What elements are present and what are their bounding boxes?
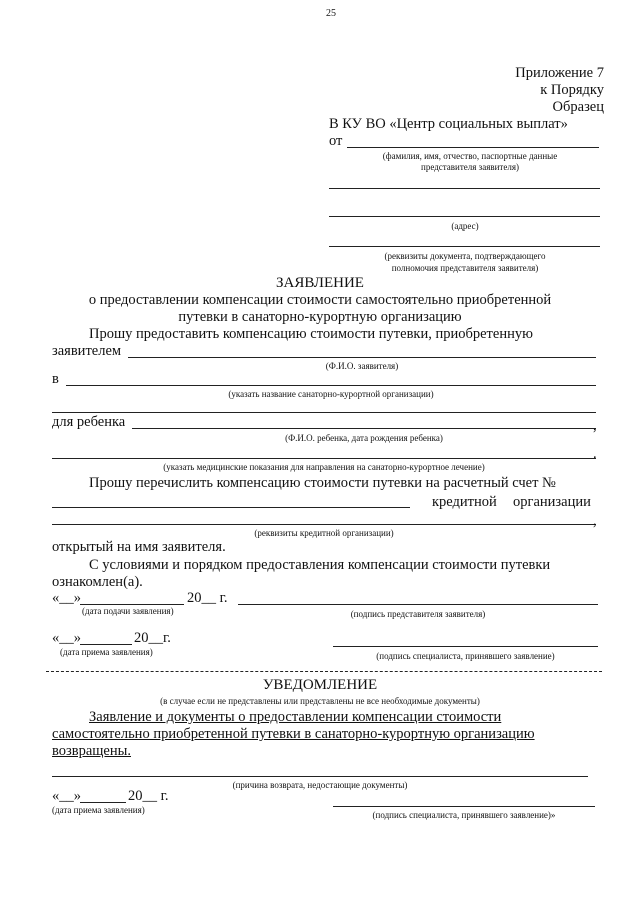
accept-date-day[interactable]: «__»: [52, 630, 81, 646]
acquainted-text: ознакомлен(а).: [52, 574, 143, 590]
page-number: 25: [326, 8, 336, 19]
notice-hint: (в случае если не представлены или представлены не все необходимые документы): [160, 696, 480, 706]
credentials-field-line[interactable]: [329, 246, 600, 247]
child-label: для ребенка: [52, 414, 126, 430]
org-field-line[interactable]: [66, 385, 596, 386]
statement-subtitle-1: о предоставлении компенсации стоимости самостоятельно приобретенной: [88, 292, 552, 308]
submit-year: 20__ г.: [187, 590, 228, 606]
applicant-label: заявителем: [52, 343, 122, 359]
child-hint: (Ф.И.О. ребенка, дата рождения ребенка): [285, 433, 443, 443]
cut-line-divider: [46, 671, 602, 672]
credentials-hint-1: (реквизиты документа, подтверждающего: [384, 251, 546, 261]
child-field-line[interactable]: [132, 428, 596, 429]
credit-word: кредитной: [432, 494, 497, 510]
medical-period: .: [593, 446, 597, 462]
accept-year: 20__г.: [134, 630, 171, 646]
notice-date-day[interactable]: «__»: [52, 788, 81, 804]
notice-accept-date-hint: (дата приема заявления): [52, 805, 145, 815]
from-field-line-2[interactable]: [329, 188, 600, 189]
notice-line-1: Заявление и документы о предоставлении компенсации стоимости: [89, 709, 502, 725]
from-hint-1: (фамилия, имя, отчество, паспортные данные: [382, 151, 558, 161]
applicant-hint: (Ф.И.О. заявителя): [325, 361, 399, 371]
child-comma: ,: [593, 418, 597, 434]
order-label: к Порядку: [540, 82, 604, 98]
notice-title: УВЕДОМЛЕНИЕ: [262, 677, 378, 693]
notice-spec-signature-hint: (подпись специалиста, принявшего заявление)»: [372, 810, 556, 820]
submit-date-month-line[interactable]: [80, 604, 184, 605]
rep-signature-line[interactable]: [238, 604, 598, 605]
reason-hint: (причина возврата, недостающие документы): [232, 780, 408, 790]
rep-signature-hint: (подпись представителя заявителя): [350, 609, 486, 619]
recipient-label: В КУ ВО «Центр социальных выплат»: [329, 116, 568, 132]
from-label: от: [329, 133, 343, 149]
submit-date-hint: (дата подачи заявления): [82, 606, 174, 616]
bank-hint: (реквизиты кредитной организации): [254, 528, 394, 538]
bank-field-line[interactable]: [52, 524, 596, 525]
org-hint: (указать название санаторно-курортной организации): [228, 389, 434, 399]
conditions-text: С условиями и порядком предоставления компенсации стоимости путевки: [89, 557, 551, 573]
request-text: Прошу предоставить компенсацию стоимости путевки, приобретенную: [89, 326, 533, 342]
address-field-line[interactable]: [329, 216, 600, 217]
statement-title: ЗАЯВЛЕНИЕ: [276, 275, 364, 291]
spec-signature-hint: (подпись специалиста, принявшего заявление): [376, 651, 555, 661]
notice-line-2: самостоятельно приобретенной путевки в санаторно-курортную организацию: [52, 726, 535, 742]
opened-text: открытый на имя заявителя.: [52, 539, 226, 555]
medical-field-line[interactable]: [52, 458, 596, 459]
medical-hint: (указать медицинские показания для направления на санаторно-курортное лечение): [163, 462, 485, 472]
from-field-line[interactable]: [347, 147, 599, 148]
sample-label: Образец: [552, 99, 604, 115]
statement-subtitle-2: путевки в санаторно-курортную организацию: [178, 309, 462, 325]
transfer-text: Прошу перечислить компенсацию стоимости путевки на расчетный счет №: [89, 475, 556, 491]
address-hint: (адрес): [451, 221, 479, 231]
submit-date-day[interactable]: «__»: [52, 590, 81, 606]
accept-date-month-line[interactable]: [80, 644, 132, 645]
appendix-label: Приложение 7: [515, 65, 604, 81]
applicant-field-line[interactable]: [128, 357, 596, 358]
in-label: в: [52, 371, 59, 387]
notice-signature-line[interactable]: [333, 806, 595, 807]
notice-year: 20__ г.: [128, 788, 169, 804]
org-field-line-2[interactable]: [52, 412, 596, 413]
bank-comma: ,: [593, 513, 597, 529]
notice-line-3: возвращены.: [52, 743, 131, 759]
org-word: организации: [513, 494, 591, 510]
credentials-hint-2: полномочия представителя заявителя): [391, 263, 539, 273]
spec-signature-line[interactable]: [333, 646, 598, 647]
accept-date-hint: (дата приема заявления): [60, 647, 153, 657]
reason-field-line[interactable]: [52, 776, 588, 777]
from-hint-2: представителя заявителя): [421, 162, 519, 172]
account-field-line[interactable]: [52, 507, 410, 508]
notice-date-month-line[interactable]: [80, 802, 126, 803]
